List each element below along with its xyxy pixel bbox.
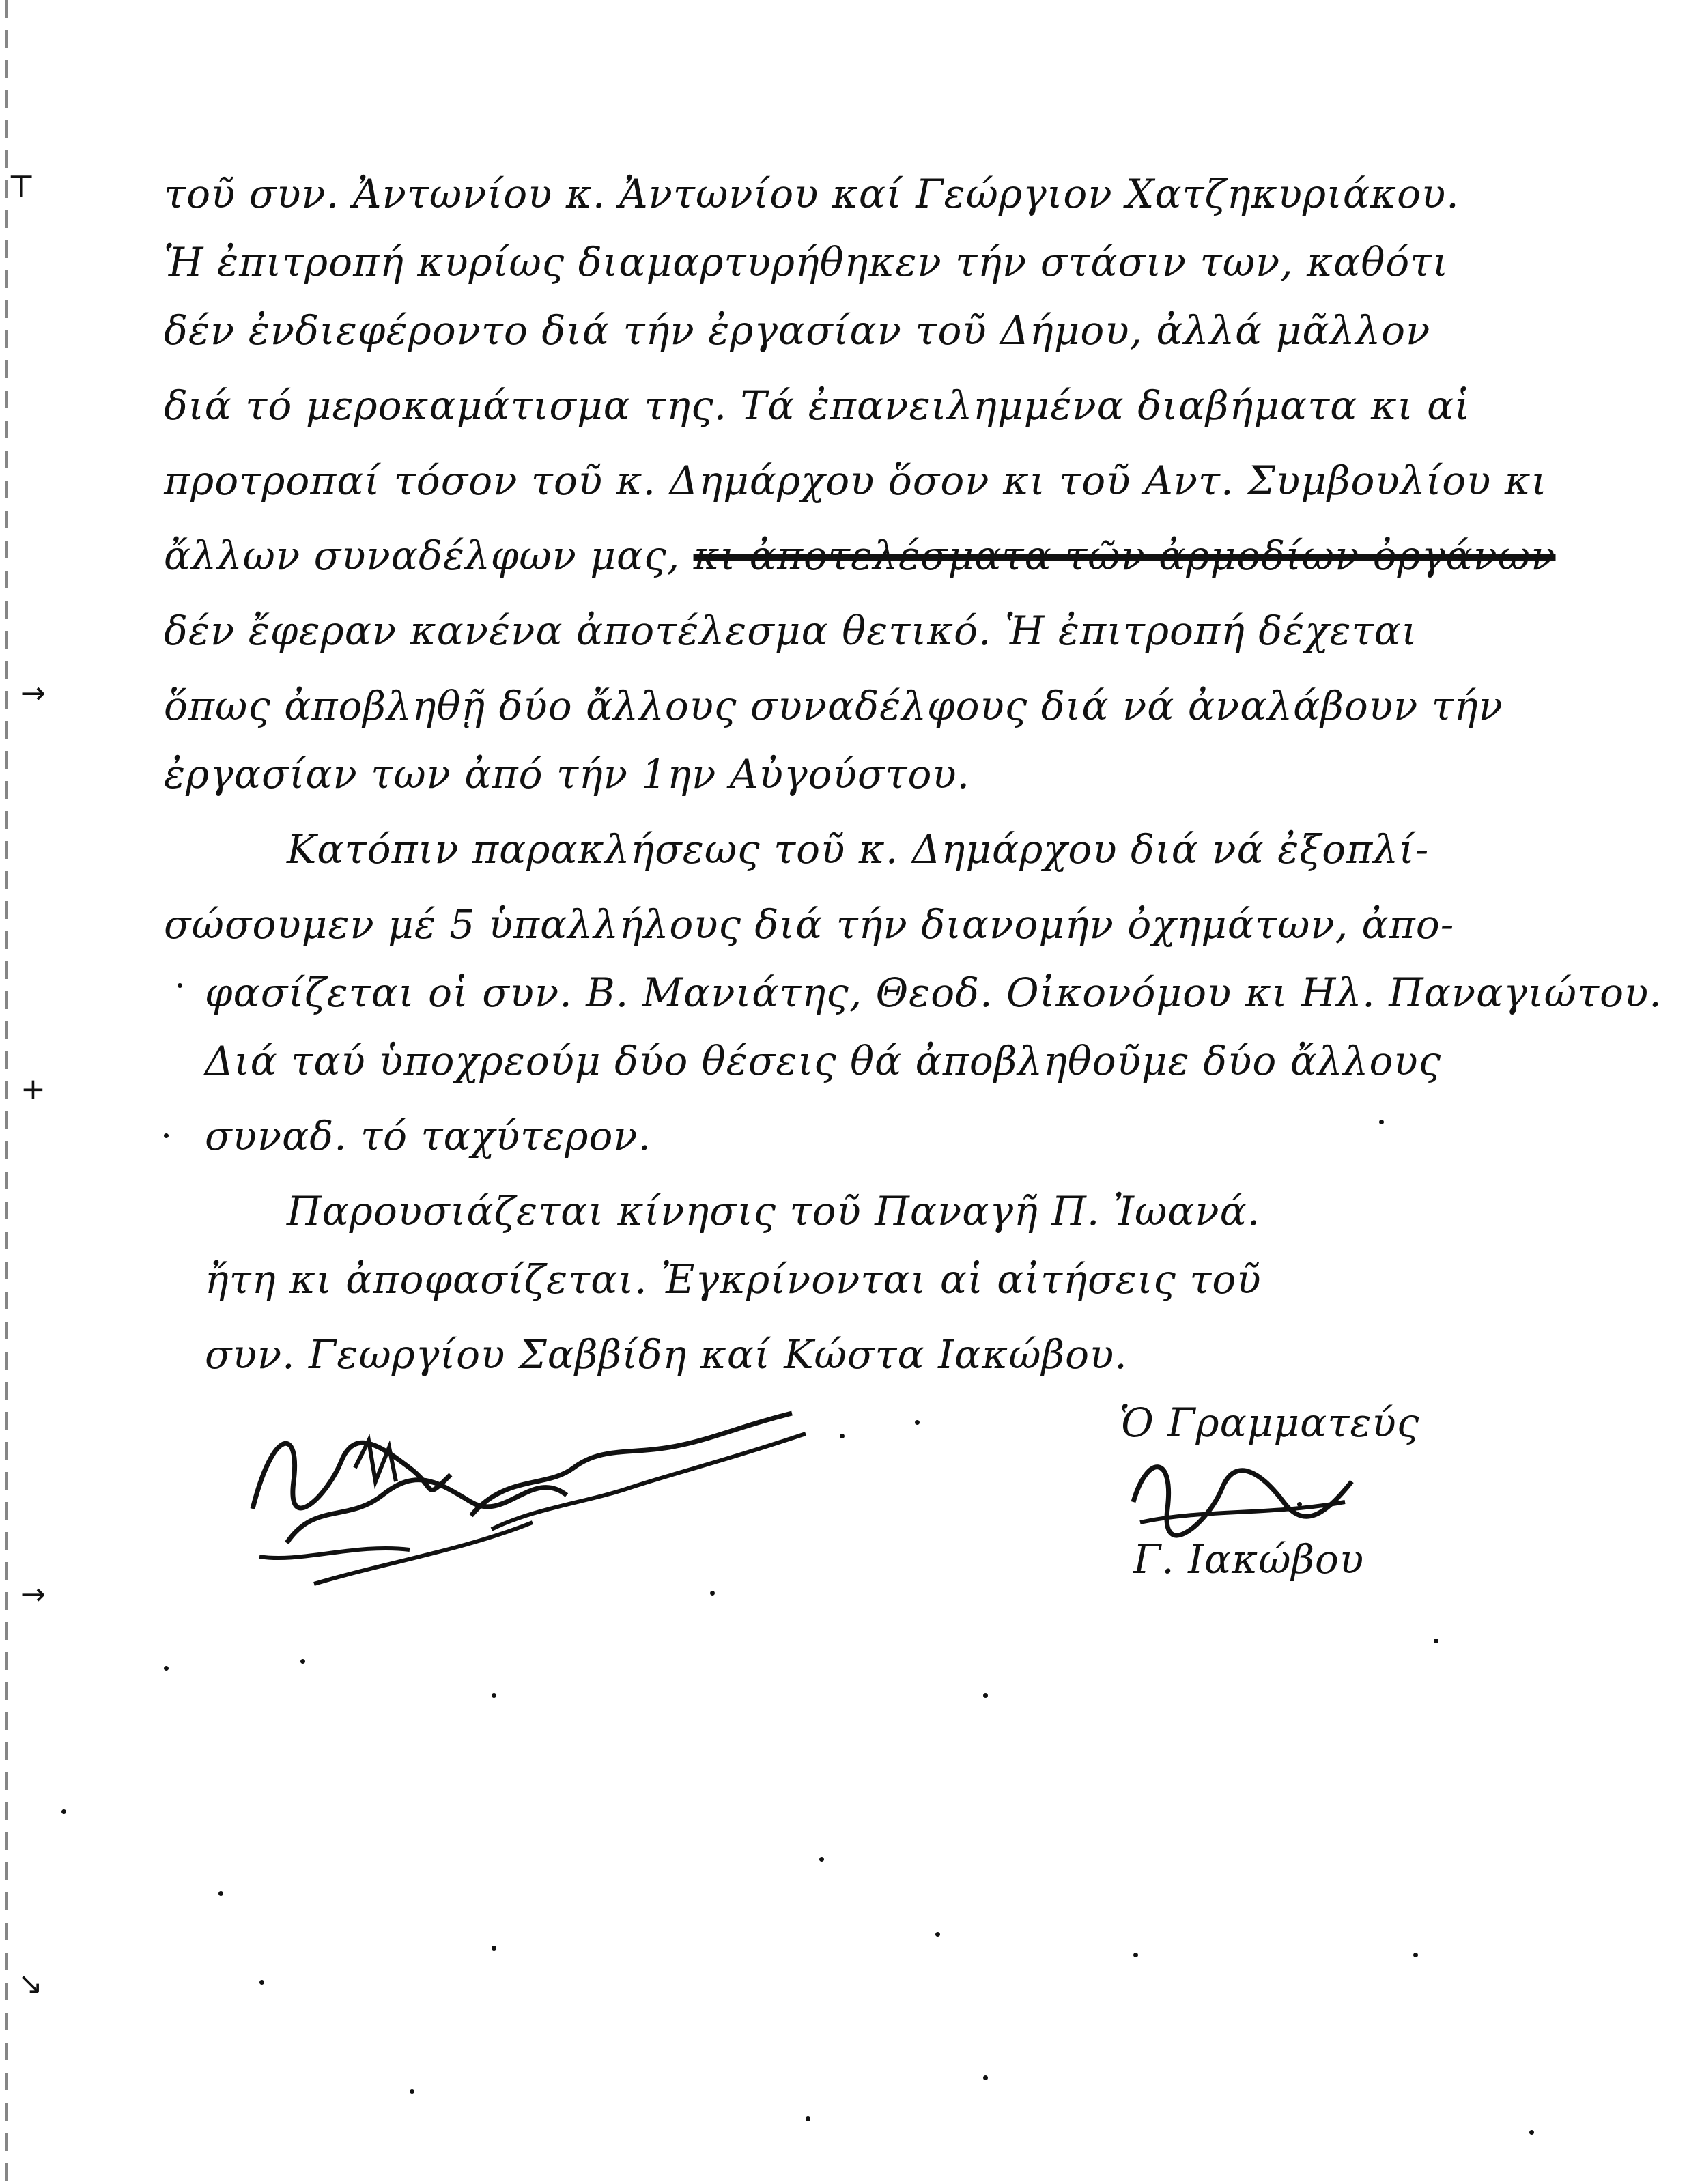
text-line: Παρουσιάζεται κίνησις τοῦ Παναγῆ Π. Ἰωανά. [287,1188,1261,1234]
secretary-name: Γ. Ιακώβου [1133,1536,1365,1583]
margin-mark: → [20,676,46,711]
member-signatures [246,1386,860,1604]
text-line-start: ἄλλων συναδέλφων μας, [164,533,694,579]
text-line: διά τό μεροκαμάτισμα της. Τά ἐπανειλημμένα διαβήματα κι αἱ [164,382,1471,429]
secretary-title: Ὁ Γραμματεύς [1120,1400,1420,1446]
scan-speck [164,1666,169,1671]
scan-speck [1379,1120,1384,1124]
scan-speck [1297,1502,1302,1507]
text-line: δέν ἐνδιεφέροντο διά τήν ἐργασίαν τοῦ Δήμου, ἀλλά μᾶλλον [164,307,1431,354]
scan-speck [983,2075,988,2080]
text-line: ἐργασίαν των ἀπό τήν 1ην Αὐγούστου. [164,751,971,797]
scan-speck [806,2116,810,2121]
scan-speck [164,1133,169,1138]
text-line: Κατόπιν παρακλήσεως τοῦ κ. Δημάρχου διά νά ἐξοπλί- [287,826,1430,873]
scan-speck [259,1980,264,1985]
struck-text: κι ἀποτελέσματα τῶν ἀρμοδίων ὀργάνων [693,533,1556,579]
left-margin-rule [5,0,8,2184]
text-line: προτροπαί τόσον τοῦ κ. Δημάρχου ὅσον κι τοῦ Αντ. Συμβουλίου κι [164,457,1548,504]
scan-speck [1434,1639,1438,1643]
scan-speck [935,1932,940,1937]
scan-speck [1133,1953,1138,1957]
secretary-signature [1120,1441,1379,1543]
text-line: Ἡ ἐπιτροπή κυρίως διαμαρτυρήθηκεν τήν στάσιν των, καθότι [164,239,1449,285]
text-line: συν. Γεωργίου Σαββίδη καί Κώστα Ιακώβου. [205,1331,1128,1378]
margin-mark: + [20,1072,46,1107]
scan-speck [410,2089,414,2094]
scan-speck [983,1693,988,1698]
text-line: δέν ἔφεραν κανένα ἀποτέλεσμα θετικό. Ἡ ἐπιτροπή δέχεται [164,608,1418,654]
margin-mark: ⊤ [8,169,35,204]
scan-speck [1529,2130,1534,2135]
text-line: φασίζεται οἱ συν. Β. Μανιάτης, Θεοδ. Οἰκονόμου κι Ηλ. Παναγιώτου. [205,969,1662,1016]
text-line: σώσουμεν μέ 5 ὑπαλλήλους διά τήν διανομήν ὀχημάτων, ἀπο- [164,901,1455,948]
text-line: ὅπως ἀποβληθῇ δύο ἄλλους συναδέλφους διά νά ἀναλάβουν τήν [164,683,1503,729]
scan-speck [710,1591,715,1596]
text-line: ἤτη κι ἀποφασίζεται. Ἐγκρίνονται αἱ αἰτήσεις τοῦ [205,1256,1262,1303]
scan-speck [492,1946,496,1951]
scan-speck [1413,1953,1418,1957]
text-line: Διά ταύ ὑποχρεούμ δύο θέσεις θά ἀποβληθοῦμε δύο ἄλλους [205,1038,1442,1084]
scan-speck [915,1420,920,1425]
scan-speck [492,1693,496,1698]
text-line [164,533,1556,579]
margin-mark: → [20,1577,46,1612]
scan-speck [218,1891,223,1896]
text-line: συναδ. τό ταχύτερον. [205,1113,652,1159]
scan-speck [840,1434,845,1438]
scan-speck [61,1809,66,1814]
margin-mark: ↘ [18,1966,43,2001]
scan-speck [178,983,182,988]
scan-speck [300,1659,305,1664]
scan-speck [819,1857,824,1862]
text-line: τοῦ συν. Ἀντωνίου κ. Ἀντωνίου καί Γεώργιον Χατζηκυριάκου. [164,171,1460,217]
